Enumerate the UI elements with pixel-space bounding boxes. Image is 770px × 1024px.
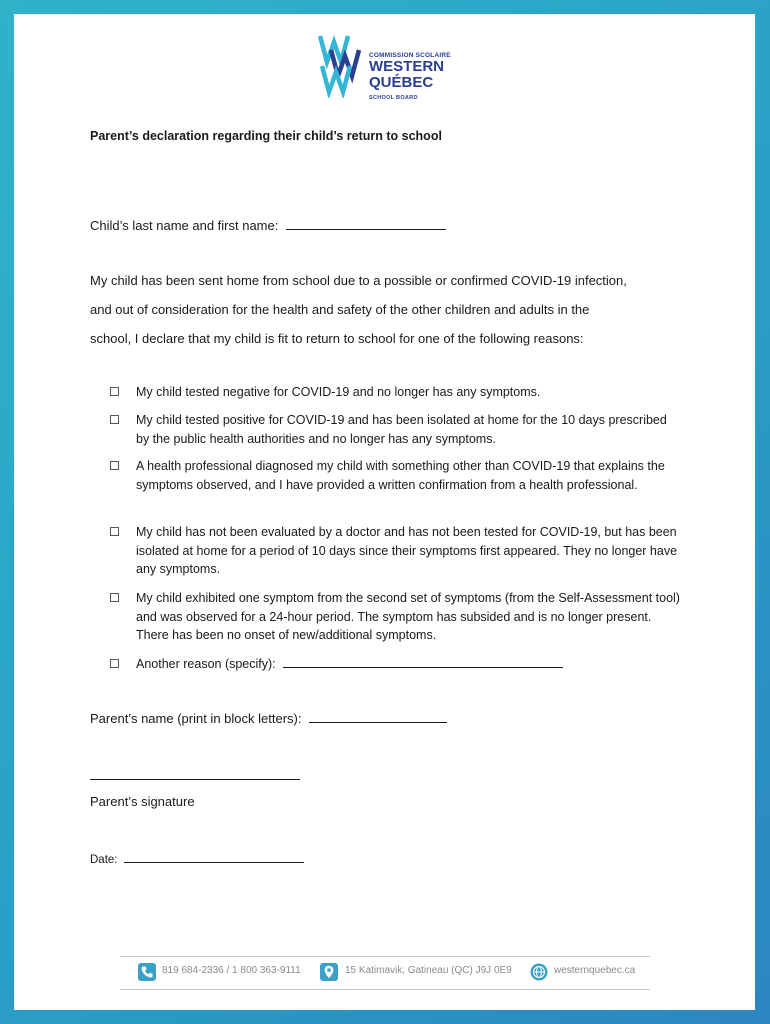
reason-option-6	[110, 655, 680, 674]
date-row	[90, 850, 304, 866]
reason-text-3: A health professional diagnosed my child with something other than COVID-19 that explains the symptoms observed, and I have provided a written confirmation from a health professional.	[136, 459, 665, 492]
parent-name-row	[90, 710, 447, 726]
reason-option-2	[110, 411, 680, 448]
parent-name-label: Parent’s name (print in block letters):	[90, 711, 302, 726]
child-name-row	[90, 217, 446, 233]
reason-checkbox-5[interactable]	[110, 593, 119, 602]
date-label: Date:	[90, 854, 118, 866]
logo-quebec: QUÉBEC	[369, 74, 434, 91]
location-pin-icon	[320, 963, 338, 981]
parent-name-field[interactable]	[309, 710, 447, 723]
logo-western: WESTERN	[369, 58, 444, 75]
reason-text-2: My child tested positive for COVID-19 and has been isolated at home for the 10 days prescribed by the public health authorities and no longer has any symptoms.	[136, 413, 667, 446]
signature-line[interactable]	[90, 779, 300, 780]
contact-footer	[120, 956, 650, 990]
reason-checkbox-6[interactable]	[110, 659, 119, 668]
reason-option-1	[110, 383, 680, 402]
reason-text-5: My child exhibited one symptom from the second set of symptoms (from the Self-Assessment tool) and was observed for a 24-hour period. The symptom has subsided and is no longer present. There has been no onset of new/additional symptoms.	[136, 591, 680, 642]
globe-icon	[530, 963, 548, 981]
phone-icon	[138, 963, 156, 981]
intro-line-2: and out of consideration for the health and safety of the other children and adults in the	[90, 302, 590, 317]
other-reason-field[interactable]	[283, 655, 563, 668]
footer-address: 15 Katimavik, Gatineau (QC) J9J 0E9	[345, 965, 512, 976]
document-page	[14, 14, 755, 1010]
reason-checkbox-3[interactable]	[110, 461, 119, 470]
reason-text-4: My child has not been evaluated by a doctor and has not been tested for COVID-19, but has been isolated at home for a period of 10 days since their symptoms first appeared. They no longer have any symptoms.	[136, 525, 678, 576]
logo-school-board: SCHOOL BOARD	[369, 95, 418, 101]
signature-label: Parent’s signature	[90, 794, 195, 809]
footer-phone: 819 684-2336 / 1 800 363-9111	[162, 965, 301, 976]
child-name-field[interactable]	[286, 217, 446, 230]
reason-text-6: Another reason (specify):	[136, 657, 276, 671]
logo-w-mark-icon	[317, 32, 367, 98]
footer-website[interactable]: westernquebec.ca	[554, 965, 636, 976]
reason-checkbox-2[interactable]	[110, 415, 119, 424]
reason-option-3	[110, 457, 680, 494]
reason-option-5	[110, 589, 680, 645]
date-field[interactable]	[124, 850, 304, 863]
intro-line-1: My child has been sent home from school due to a possible or confirmed COVID-19 infection,	[90, 273, 627, 288]
reason-option-4	[110, 523, 680, 579]
reason-text-6-row	[136, 655, 680, 674]
intro-line-3: school, I declare that my child is fit to return to school for one of the following reasons:	[90, 331, 584, 346]
child-name-label: Child’s last name and first name:	[90, 218, 279, 233]
reason-checkbox-4[interactable]	[110, 527, 119, 536]
school-board-logo	[317, 32, 477, 112]
reason-text-1: My child tested negative for COVID-19 and no longer has any symptoms.	[136, 385, 541, 399]
logo-commission-scolaire: COMMISSION SCOLAIRE	[369, 52, 451, 59]
document-title: Parent’s declaration regarding their child’s return to school	[90, 129, 442, 143]
reason-checkbox-1[interactable]	[110, 387, 119, 396]
